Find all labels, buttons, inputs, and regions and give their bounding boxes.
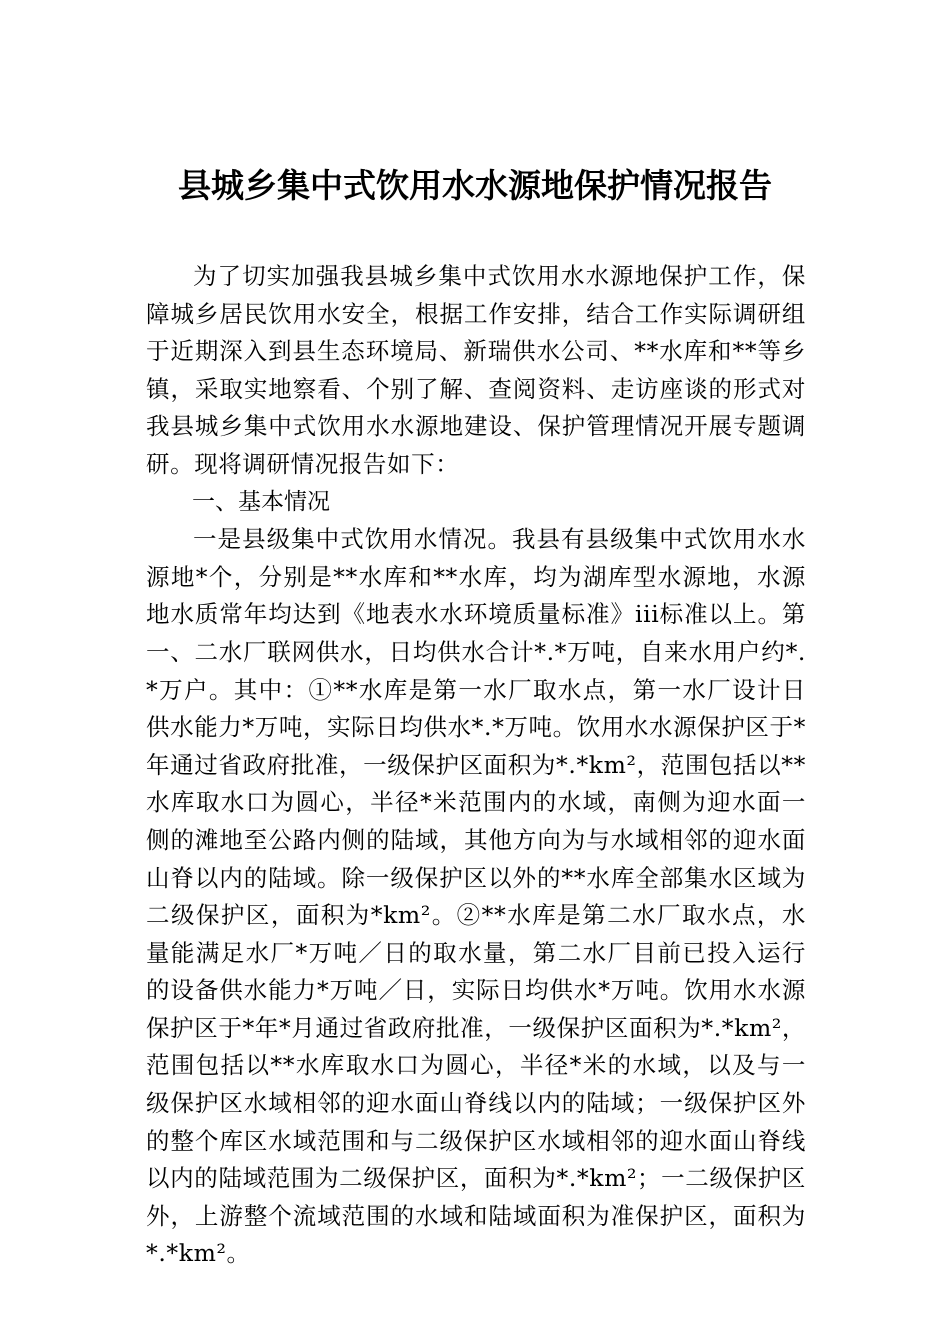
document-title: 县城乡集中式饮用水水源地保护情况报告 (178, 166, 772, 205)
county-water-source-paragraph: 一是县级集中式饮用水情况。我县有县级集中式饮用水水源地*个，分别是**水库和**水库，均为湖库型水源地，水源地水质常年均达到《地表水水环境质量标准》iii标准以上。第一、二水厂联网供水，日均供水合计*.*万吨，自来水用户约*.*万户。其中：①**水库是第一水厂取水点，第一水厂设计日供水能力*万吨，实际日均供水*.*万吨。饮用水水源保护区于*年通过省政府批准，一级保护区面积为*.*km²，范围包括以**水库取水口为圆心，半径*米范围内的水域，南侧为迎水面一侧的滩地至公路内侧的陆域，其他方向为与水域相邻的迎水面山脊以内的陆域。除一级保护区以外的**水库全部集水区域为二级保护区，面积为*km²。②**水库是第二水厂取水点，水量能满足水厂*万吨／日的取水量，第二水厂目前已投入运行的设备供水能力*万吨／日，实际日均供水*万吨。饮用水水源保护区于*年*月通过省政府批准，一级保护区面积为*.*km²，范围包括以**水库取水口为圆心，半径*米的水域，以及与一级保护区水域相邻的迎水面山脊线以内的陆域；一级保护区外的整个库区水域范围和与二级保护区水域相邻的迎水面山脊线以内的陆域范围为二级保护区，面积为*.*km²；一二级保护区外，上游整个流域范围的水域和陆域面积为准保护区，面积为*.*km²。 (146, 525, 806, 1268)
intro-paragraph: 为了切实加强我县城乡集中式饮用水水源地保护工作，保障城乡居民饮用水安全，根据工作安排，结合工作实际调研组于近期深入到县生态环境局、新瑞供水公司、**水库和**等乡镇，采取实地察看、个别了解、查阅资料、走访座谈的形式对我县城乡集中式饮用水水源地建设、保护管理情况开展专题调研。现将调研情况报告如下： (146, 262, 806, 478)
document-body (146, 258, 806, 1273)
section-heading-basic-situation: 一、基本情况 (192, 488, 330, 515)
